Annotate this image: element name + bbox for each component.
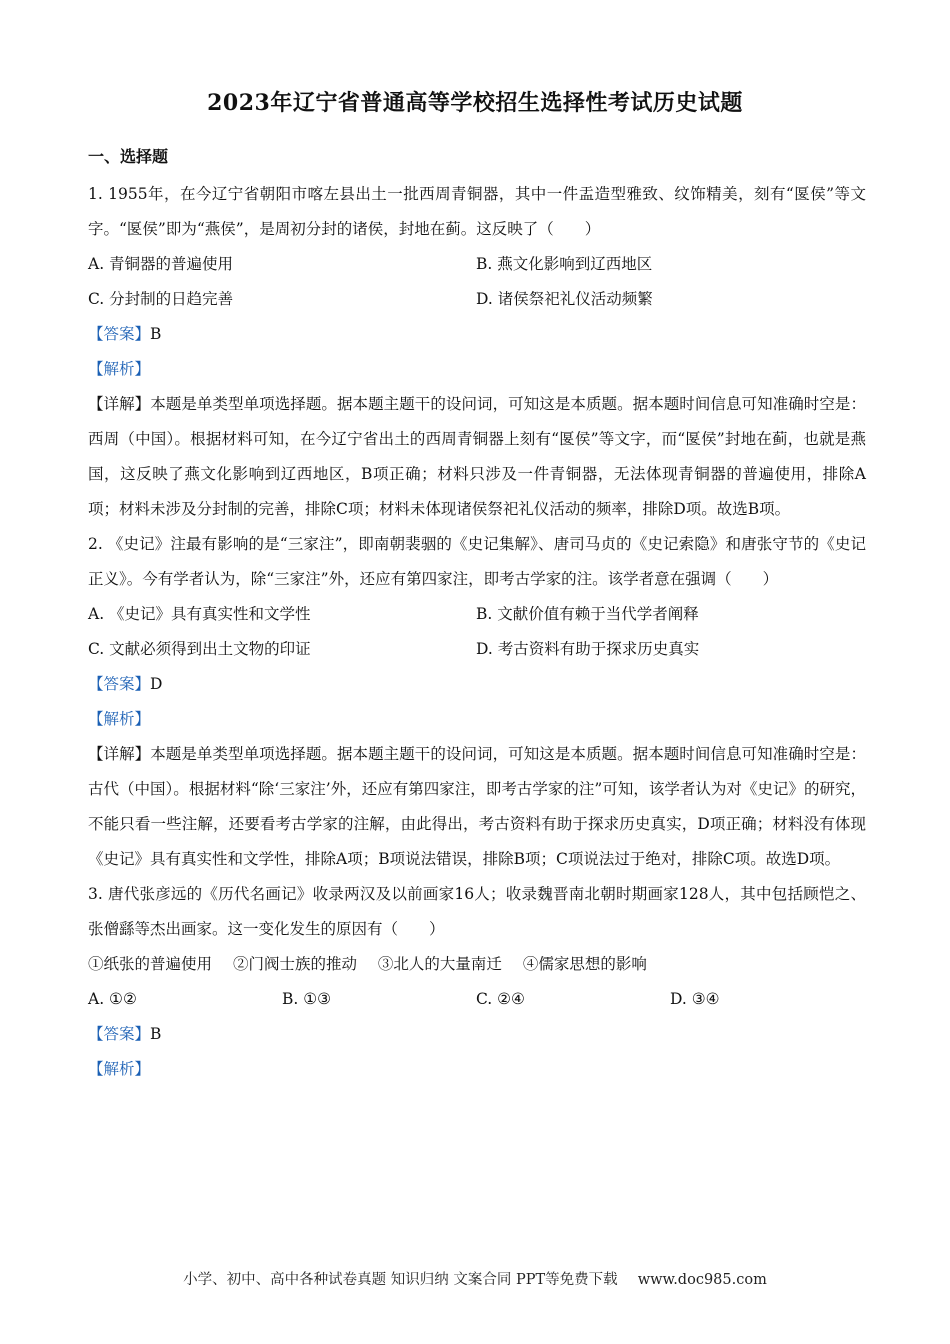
- analysis-tag: 【解析】: [88, 710, 151, 728]
- answer-line: [88, 317, 866, 352]
- answer-tag: 【答案】: [88, 675, 151, 693]
- page-footer: [0, 1268, 950, 1289]
- detail-paragraph: [88, 387, 866, 527]
- detail-paragraph: [88, 737, 866, 877]
- option-c: C. ②④: [476, 990, 525, 1008]
- page-title: 2023年辽宁省普通高等学校招生选择性考试历史试题: [207, 90, 743, 116]
- answer-line: [88, 1017, 866, 1052]
- footer-site-link[interactable]: www.doc985.com: [637, 1272, 767, 1288]
- option-d: D. 考古资料有助于探求历史真实: [476, 640, 700, 658]
- analysis-tag: 【解析】: [88, 360, 151, 378]
- answer-line: [88, 667, 866, 702]
- option-b: B. ①③: [282, 990, 332, 1008]
- question-1: [88, 177, 866, 527]
- question-2: [88, 527, 866, 877]
- answer-tag: 【答案】: [88, 325, 151, 343]
- analysis-line: [88, 702, 866, 737]
- option-b: B. 燕文化影响到辽西地区: [476, 255, 653, 273]
- question-stem: 2. 《史记》注最有影响的是“三家注”，即南朝裴骃的《史记集解》、唐司马贞的《史记索隐》和唐张守节的《史记正义》。今有学者认为，除“三家注”外，还应有第四家注，即考古学家的注。该学者意在强调（ ）: [88, 535, 866, 588]
- analysis-tag: 【解析】: [88, 1060, 151, 1078]
- choice-2: ②门阀士族的推动: [232, 955, 357, 973]
- question-3: [88, 877, 866, 1087]
- options: [88, 597, 866, 667]
- option-d: D. 诸侯祭祀礼仪活动频繁: [476, 290, 653, 308]
- analysis-line: [88, 1052, 866, 1087]
- footer-text: 小学、初中、高中各种试卷真题 知识归纳 文案合同 PPT等免费下载: [183, 1272, 618, 1288]
- option-b: B. 文献价值有赖于当代学者阐释: [476, 605, 699, 623]
- detail-tag: 【详解】: [88, 745, 151, 763]
- exam-content: [88, 138, 866, 1087]
- question-stem: 3. 唐代张彦远的《历代名画记》收录两汉及以前画家16人；收录魏晋南北朝时期画家128人，其中包括顾恺之、张僧繇等杰出画家。这一变化发生的原因有（ ）: [88, 885, 866, 938]
- options: [88, 247, 866, 317]
- option-c: C. 分封制的日趋完善: [88, 290, 234, 308]
- analysis-line: [88, 352, 866, 387]
- choice-statements: [88, 947, 866, 982]
- question-stem: 1. 1955年，在今辽宁省朝阳市喀左县出土一批西周青铜器，其中一件盂造型雅致、纹饰精美，刻有“匽侯”等文字。“匽侯”即为“燕侯”，是周初分封的诸侯，封地在蓟。这反映了（ ）: [88, 185, 866, 238]
- option-d: D. ③④: [670, 990, 720, 1008]
- choice-1: ①纸张的普遍使用: [88, 955, 213, 973]
- option-a: A. 《史记》具有真实性和文学性: [88, 605, 311, 623]
- option-c: C. 文献必须得到出土文物的印证: [88, 640, 311, 658]
- section-heading: 一、选择题: [88, 147, 169, 166]
- detail-text: 本题是单类型单项选择题。据本题主题干的设问词，可知这是本质题。据本题时间信息可知准确时空是：古代（中国）。根据材料“除‘三家注’外，还应有第四家注，即考古学家的注”可知，该学者认为对《史记》的研究，不能只看一些注解，还要看考古学家的注解，由此得出，考古资料有助于探求历史真实，D项正确；材料没有体现《史记》具有真实性和文学性，排除A项；B项说法错误，排除B项；C项说法过于绝对，排除C项。故选D项。: [88, 745, 866, 868]
- detail-tag: 【详解】: [88, 395, 151, 413]
- options: [88, 982, 866, 1017]
- choice-4: ④儒家思想的影响: [522, 955, 647, 973]
- choice-3: ③北人的大量南迁: [377, 955, 502, 973]
- option-a: A. ①②: [88, 990, 137, 1008]
- option-a: A. 青铜器的普遍使用: [88, 255, 234, 273]
- answer-tag: 【答案】: [88, 1025, 151, 1043]
- answer-value: D: [150, 675, 163, 693]
- detail-text: 本题是单类型单项选择题。据本题主题干的设问词，可知这是本质题。据本题时间信息可知准确时空是：西周（中国）。根据材料可知，在今辽宁省出土的西周青铜器上刻有“匽侯”等文字，而“匽侯”封地在蓟，也就是燕国，这反映了燕文化影响到辽西地区，B项正确；材料只涉及一件青铜器，无法体现青铜器的普遍使用，排除A项；材料未涉及分封制的完善，排除C项；材料未体现诸侯祭祀礼仪活动的频率，排除D项。故选B项。: [88, 395, 866, 518]
- answer-value: B: [150, 325, 162, 343]
- answer-value: B: [150, 1025, 162, 1043]
